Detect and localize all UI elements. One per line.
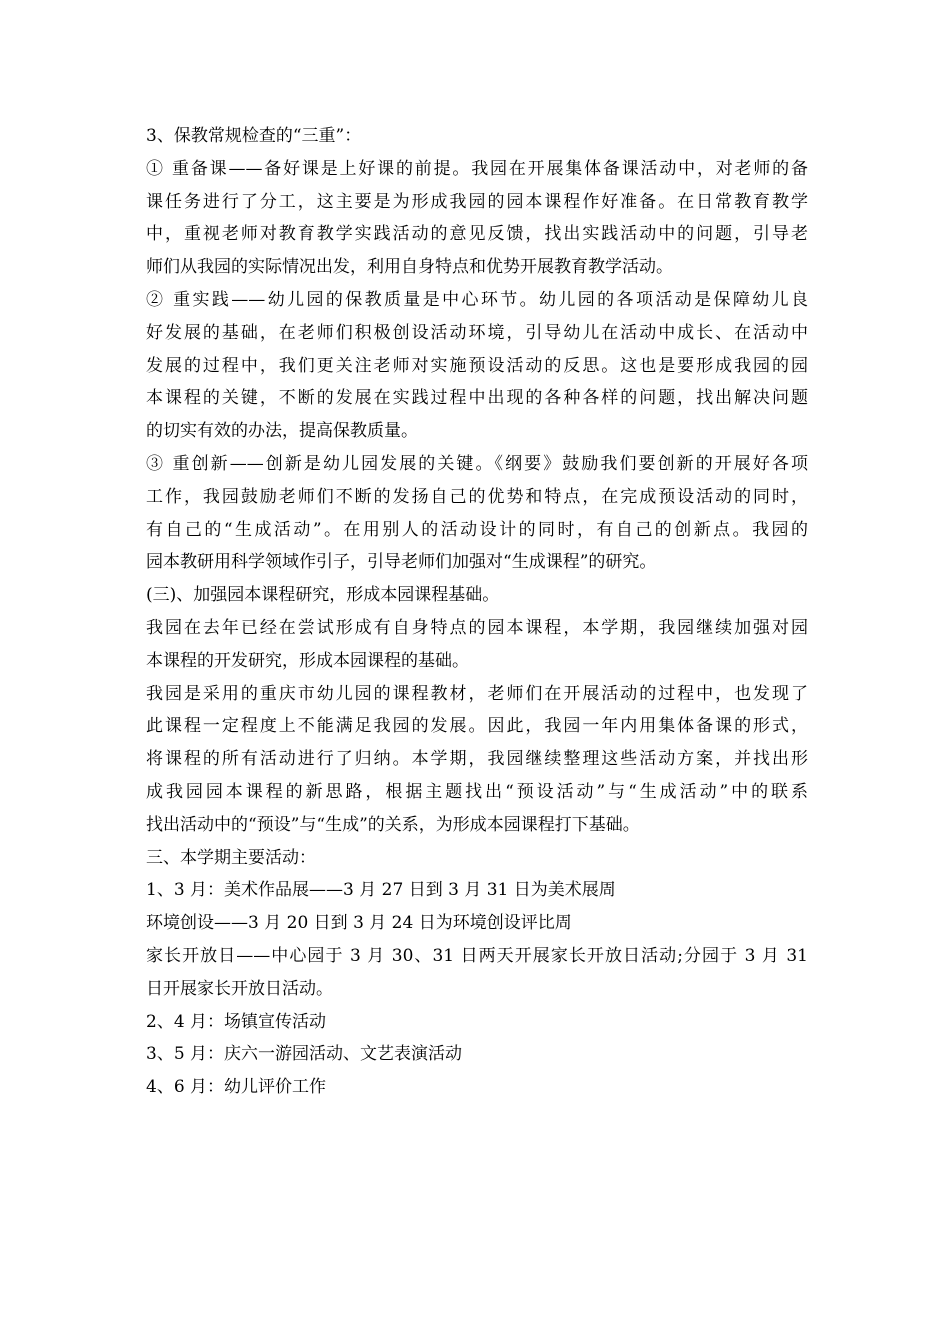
paragraph-line: 课任务进行了分工，这主要是为形成我园的园本课程作好准备。在日常教育教学 — [146, 191, 808, 212]
activity-item: 2、4 月：场镇宣传活动 — [146, 1011, 327, 1032]
paragraph-line: 我园是采用的重庆市幼儿园的课程教材，老师们在开展活动的过程中，也发现了 — [146, 683, 808, 704]
activity-item: 1、3 月：美术作品展——3 月 27 日到 3 月 31 日为美术展周 — [146, 880, 616, 901]
activity-item: 家长开放日——中心园于 3 月 30、31 日两天开展家长开放日活动;分园于 3 月 31 — [146, 945, 808, 966]
activity-item: 环境创设——3 月 20 日到 3 月 24 日为环境创设评比周 — [146, 913, 572, 934]
paragraph-line: 师们从我园的实际情况出发，利用自身特点和优势开展教育教学活动。 — [146, 257, 673, 278]
paragraph-line: 中，重视老师对教育教学实践活动的意见反馈，找出实践活动中的问题，引导老 — [146, 224, 808, 245]
paragraph-line: ③ 重创新——创新是幼儿园发展的关键。《纲要》鼓励我们要创新的开展好各项 — [146, 453, 808, 474]
paragraph-line: ② 重实践——幼儿园的保教质量是中心环节。幼儿园的各项活动是保障幼儿良 — [146, 289, 808, 310]
document-body — [146, 120, 808, 1104]
paragraph-line: 发展的过程中，我们更关注老师对实施预设活动的反思。这也是要形成我园的园 — [146, 355, 808, 376]
paragraph-line: 我园在去年已经在尝试形成有自身特点的园本课程，本学期，我园继续加强对园 — [146, 617, 808, 638]
activity-item: 日开展家长开放日活动。 — [146, 978, 333, 999]
paragraph-line: 本课程的关键，不断的发展在实践过程中出现的各种各样的问题，找出解决问题 — [146, 388, 808, 409]
paragraph-line: 将课程的所有活动进行了归纳。本学期，我园继续整理这些活动方案，并找出形 — [146, 749, 808, 770]
paragraph-line: 找出活动中的“预设”与“生成”的关系，为形成本园课程打下基础。 — [146, 814, 640, 835]
paragraph-line: 有自己的“生成活动”。在用别人的活动设计的同时，有自己的创新点。我园的 — [146, 519, 808, 540]
paragraph-line: 的切实有效的办法，提高保教质量。 — [146, 421, 418, 442]
activity-item: 3、5 月：庆六一游园活动、文艺表演活动 — [146, 1044, 463, 1065]
paragraph-line: 本课程的开发研究，形成本园课程的基础。 — [146, 650, 469, 671]
paragraph-line: 园本教研用科学领域作引子，引导老师们加强对“生成课程”的研究。 — [146, 552, 657, 573]
section-heading: 3、保教常规检查的“三重”： — [146, 126, 362, 146]
paragraph-line: ① 重备课——备好课是上好课的前提。我园在开展集体备课活动中，对老师的备 — [146, 158, 808, 179]
section-heading: (三)、加强园本课程研究，形成本园课程基础。 — [146, 585, 500, 606]
paragraph-line: 好发展的基础，在老师们积极创设活动环境，引导幼儿在活动中成长、在活动中 — [146, 322, 808, 343]
activity-item: 4、6 月：幼儿评价工作 — [146, 1077, 327, 1098]
paragraph-line: 此课程一定程度上不能满足我园的发展。因此，我园一年内用集体备课的形式， — [146, 716, 808, 737]
paragraph-line: 成我园园本课程的新思路，根据主题找出“预设活动”与“生成活动”中的联系 — [146, 781, 808, 802]
paragraph-line: 工作，我园鼓励老师们不断的发扬自己的优势和特点，在完成预设活动的同时， — [146, 486, 808, 507]
section-heading: 三、本学期主要活动： — [146, 847, 316, 868]
